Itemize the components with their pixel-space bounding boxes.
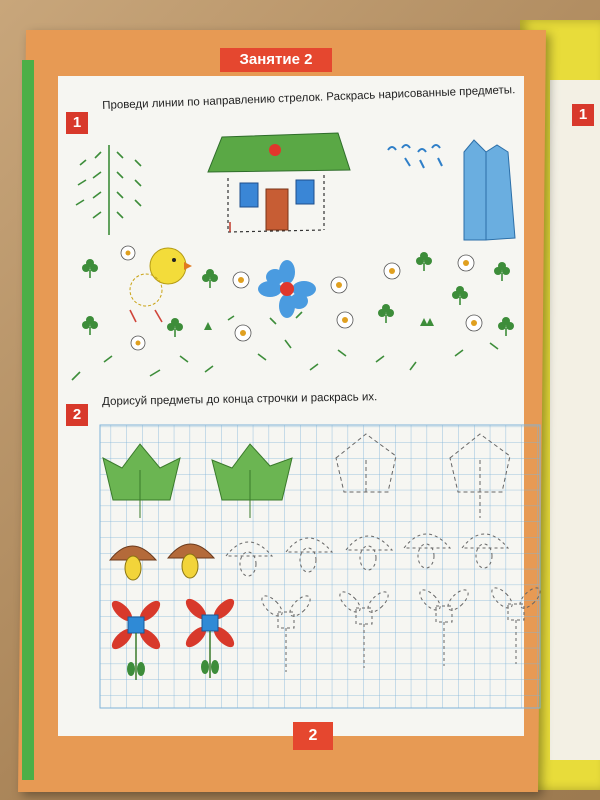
next-page-task-number: 1 [572,104,594,126]
page-number: 2 [293,722,333,750]
lesson-title: Занятие 2 [220,48,332,72]
task2-number: 2 [66,404,88,426]
task2-instruction: Дорисуй предметы до конца строчки и раскрась их. [102,391,378,408]
task1-instruction: Проведи линии по направлению стрелок. Раскрась нарисованные предметы. [102,84,516,112]
task1-number: 1 [66,112,88,134]
